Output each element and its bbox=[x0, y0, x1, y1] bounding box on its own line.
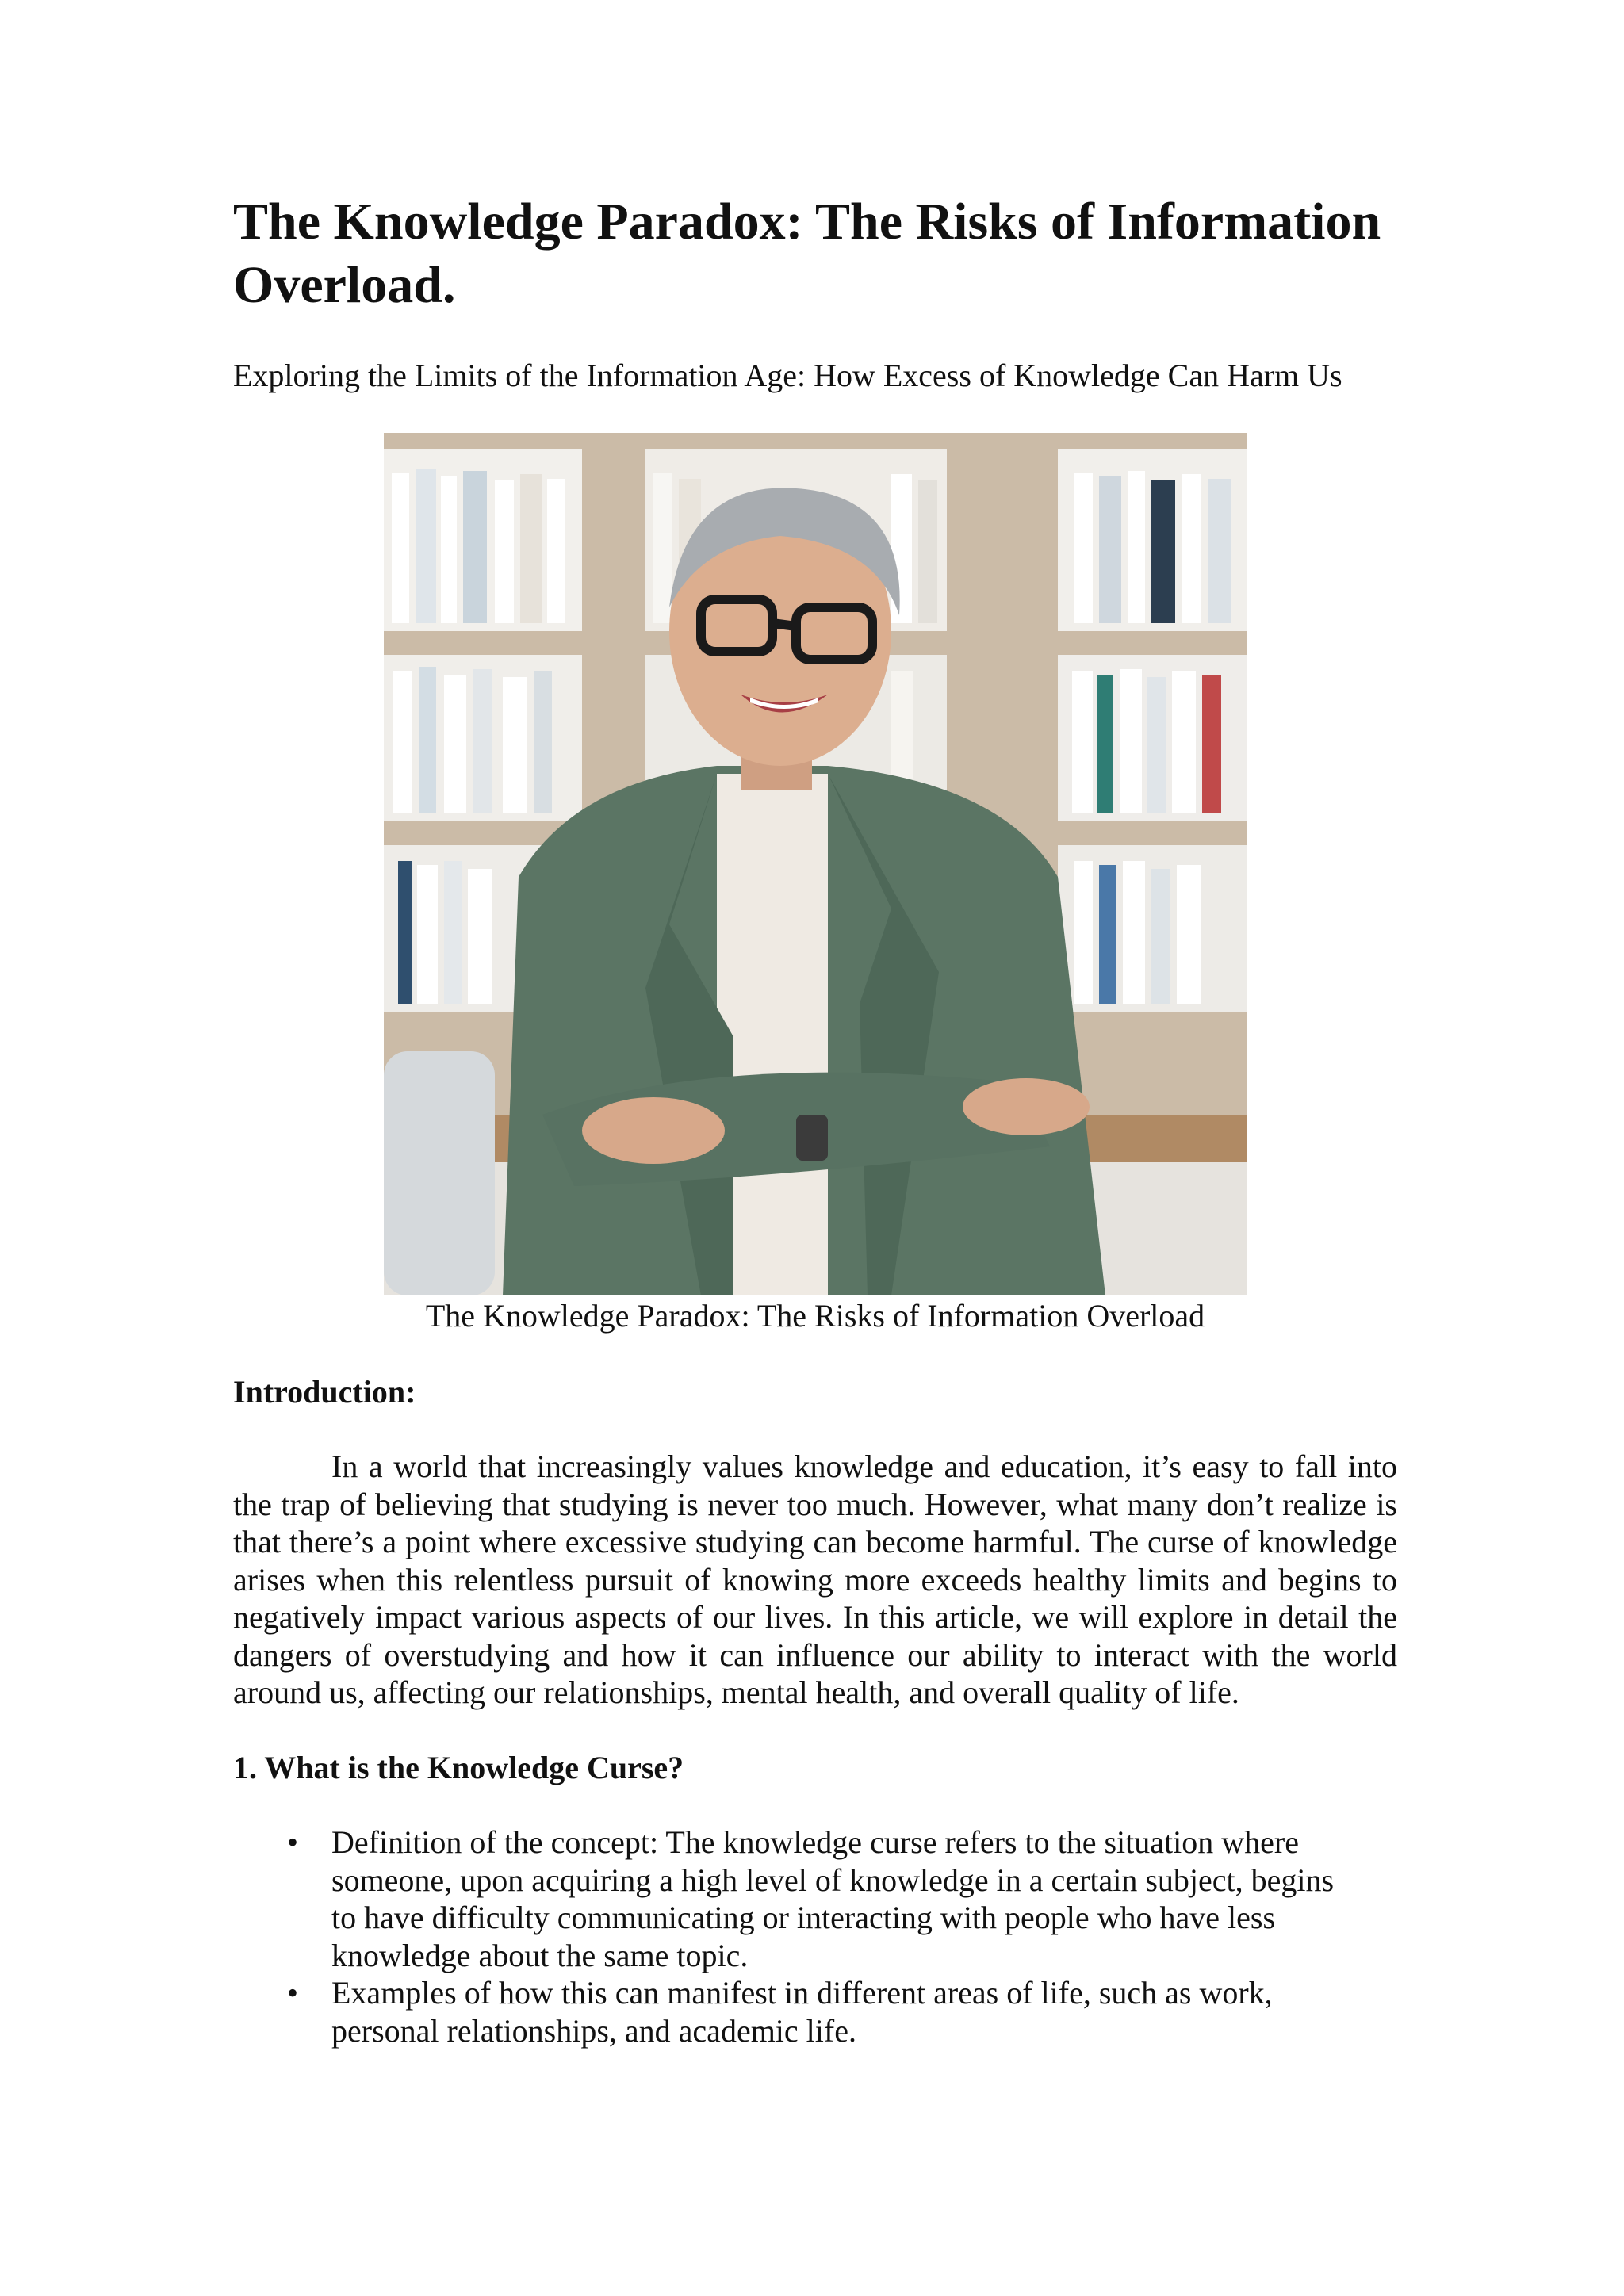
chair bbox=[384, 1051, 495, 1295]
bullet-text: Definition of the concept: The knowledge curse refers to the situation where someone, upon acquiring a high level of knowledge in a certain subject, begins to have difficulty communicating or interacting with people who have less knowledge about the same topic. bbox=[331, 1824, 1335, 1973]
section-1-heading: 1. What is the Knowledge Curse? bbox=[233, 1750, 684, 1785]
portrait-illustration bbox=[384, 433, 1247, 1295]
bullet-text: Examples of how this can manifest in different areas of life, such as work, personal relationships, and academic life. bbox=[331, 1975, 1273, 2049]
bullet-icon: • bbox=[287, 1824, 299, 1860]
bullet-icon: • bbox=[287, 1975, 299, 2011]
article-subtitle: Exploring the Limits of the Information Age: How Excess of Knowledge Can Harm Us bbox=[233, 358, 1342, 393]
white-top bbox=[717, 774, 828, 1295]
introduction-heading: Introduction: bbox=[233, 1374, 416, 1410]
section-1-bullet-list bbox=[233, 1823, 1397, 2049]
article-photo bbox=[384, 433, 1247, 1295]
right-hand bbox=[963, 1078, 1090, 1135]
introduction-paragraph: In a world that increasingly values knowledge and education, it’s easy to fall into the trap of believing that studying is never too much. However, what many don’t realize is that there’s a point where excessive studying can become harmful. The curse of knowledge arises when this relentless pursuit of knowing more exceeds healthy limits and begins to negatively impact various aspects of our lives. In this article, we will explore in detail the dangers of overstudying and how it can influence our ability to interact with the world around us, affecting our relationships, mental health, and overall quality of life. bbox=[233, 1448, 1397, 1710]
article-title: The Knowledge Paradox: The Risks of Information Overload. bbox=[233, 193, 1381, 314]
list-item bbox=[233, 1823, 1362, 1974]
left-hand bbox=[582, 1097, 725, 1164]
wristwatch bbox=[796, 1115, 828, 1161]
list-item bbox=[233, 1974, 1362, 2049]
photo-caption: The Knowledge Paradox: The Risks of Information Overload bbox=[425, 1298, 1205, 1334]
